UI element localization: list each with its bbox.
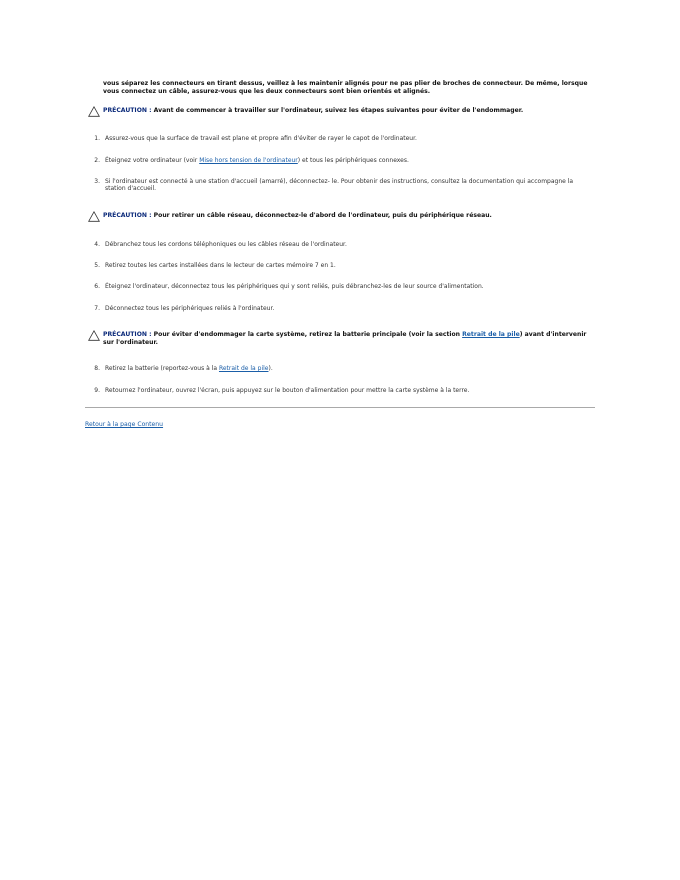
caution-text <box>103 212 598 220</box>
back-to-contents-link[interactable]: Retour à la page Contenu <box>85 421 164 428</box>
step-text <box>105 157 595 164</box>
caution-text <box>103 107 598 115</box>
battery-removal-link[interactable]: Retrait de la pile <box>462 331 520 338</box>
caution-label: PRÉCAUTION : <box>103 212 152 219</box>
step-text: Débranchez tous les cordons téléphoniques ou les câbles réseau de l'ordinateur. <box>105 241 347 248</box>
caution-message: ) avant d'intervenir sur l'ordinateur. <box>103 331 587 346</box>
horizontal-divider <box>85 407 595 408</box>
caution-triangle-icon <box>88 106 100 117</box>
step-text-part: Retirez la batterie (reportez-vous à la <box>105 365 219 372</box>
step-text: Éteignez l'ordinateur, déconnectez tous les périphériques qui y sont reliés, puis débranchez-les de leur source d'alimentation. <box>105 283 484 290</box>
step-number: 2. <box>94 157 100 164</box>
step-text <box>105 365 595 372</box>
step-text: Déconnectez tous les périphériques reliés à l'ordinateur. <box>105 305 275 312</box>
caution-label: PRÉCAUTION : <box>103 331 152 338</box>
step-text-part: ). <box>268 365 273 372</box>
step-text: Retirez toutes les cartes installées dans le lecteur de cartes mémoire 7 en 1. <box>105 262 336 269</box>
step-text-part: ) et tous les périphériques connexes. <box>297 157 409 164</box>
caution-message: Pour retirer un câble réseau, déconnectez-le d'abord de l'ordinateur, puis du périphérique réseau. <box>151 212 492 219</box>
caution-label: PRÉCAUTION : <box>103 107 152 114</box>
step-text: Si l'ordinateur est connecté à une station d'accueil (amarré), déconnectez- le. Pour obtenir des instructions, consultez la documentation qui accompagne la station d'accueil. <box>105 178 574 193</box>
step-text: Assurez-vous que la surface de travail est plane et propre afin d'éviter de rayer le capot de l'ordinateur. <box>105 135 417 142</box>
step-number: 4. <box>94 241 100 248</box>
step-number: 8. <box>94 365 100 372</box>
step-number: 5. <box>94 262 100 269</box>
caution-text <box>103 331 598 347</box>
step-number: 1. <box>94 135 100 142</box>
caution-triangle-icon <box>88 330 100 341</box>
step-text: Retournez l'ordinateur, ouvrez l'écran, puis appuyez sur le bouton d'alimentation pour mettre la carte système à la terre. <box>105 387 470 394</box>
battery-removal-link[interactable]: Retrait de la pile <box>218 365 269 372</box>
step-number: 3. <box>94 178 100 185</box>
step-text-part: Éteignez votre ordinateur (voir <box>105 157 200 164</box>
step-number: 9. <box>94 387 100 394</box>
step-number: 7. <box>94 305 100 312</box>
power-off-link[interactable]: Mise hors tension de l'ordinateur <box>199 157 298 164</box>
step-number: 6. <box>94 283 100 290</box>
caution-message: Pour éviter d'endommager la carte système, retirez la batterie principale (voir la section <box>151 331 463 338</box>
caution-triangle-icon <box>88 211 100 222</box>
caution-message: Avant de commencer à travailler sur l'ordinateur, suivez les étapes suivantes pour éviter de l'endommager. <box>151 107 524 114</box>
intro-paragraph: vous séparez les connecteurs en tirant dessus, veillez à les maintenir alignés pour ne pas plier de broches de connecteur. De même, lorsque vous connectez un câble, assurez-vous que les deux connecteurs sont bien orientés et alignés. <box>103 80 588 95</box>
